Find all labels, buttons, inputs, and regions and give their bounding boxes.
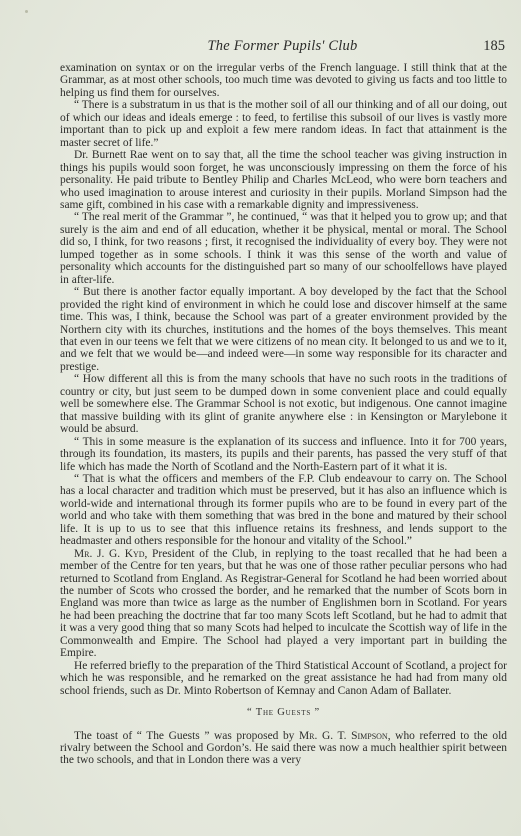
- speaker-name: Mr. G. T. Simpson,: [299, 729, 391, 742]
- paragraph-text: who referred to the old rivalry between the School and Gordon’s. He said there was now a much healthier spirit between the two schools, and that in London there was a very: [60, 729, 507, 767]
- paragraph-text: The toast of “ The Guests ” was proposed by: [74, 729, 300, 742]
- paragraph: He referred briefly to the preparation of the Third Statistical Account of Scotland, a project for which he was responsible, and he remarked on the great assistance he had had from many old school friends, such as Dr. Minto Robertson of Kemnay and Canon Adam of Ballater.: [60, 659, 507, 697]
- paragraph: “ The real merit of the Grammar ”, he continued, “ was that it helped you to grow up; and that surely is the aim and end of all education, whether it be physical, mental or moral. The School did so, I think, for two reasons ; first, it recognised the individuality of every boy. They were not lumped together as in some schools. I think it was this sense of the worth and value of personality which accounts for the distinguished part so many of our schoolfellows have played in after-life.: [60, 211, 507, 286]
- running-head: [60, 38, 505, 60]
- page-number: 185: [483, 38, 505, 54]
- paragraph: examination on syntax or on the irregular verbs of the French language. I still think that at the Grammar, as at most other schools, too much time was devoted to giving us facts and too little to helping us find them for ourselves.: [60, 62, 507, 99]
- section-heading: “ The Guests ”: [247, 707, 320, 719]
- paragraph: “ But there is another factor equally important. A boy developed by the fact that the School provided the right kind of environment in which he could lose and discover himself at the same time. This was, I think, because the School was part of a greater environment provided by the Northern city with its churches, institutions and the homes of the boys themselves. This meant that even in our teens we felt that we were citizens of no mean city. It belonged to us and we to it, and we felt that we would be—and indeed were—in some way responsible for its character and prestige.: [60, 286, 507, 373]
- paragraph: [60, 730, 507, 767]
- body-text: [60, 62, 507, 767]
- paper-speck: [25, 10, 28, 13]
- running-head-title: The Former Pupils' Club: [207, 38, 358, 54]
- paragraph: “ This in some measure is the explanation of its success and influence. Into it for 700 years, through its foundation, its masters, its pupils and their parents, has passed the very stuff of that life which has made the North of Scotland and the North-Eastern part of it what it is.: [60, 435, 507, 473]
- paragraph-text: President of the Club, in replying to the toast recalled that he had been a member of the Centre for ten years, but that he was one of those rather peculiar persons who had returned to Scotland from England. As Registrar-General for Scotland he had been worried about the number of Scots who crossed the border, and he remarked that the number of Scots born in England was more than twice as large as the number of Englishmen born in Scotland. For years he had been preaching the doctrine that far too many Scots left Scotland, but he had to admit that it was a very good thing that so many Scots had helped to inculcate the Scottish way of life in the Commonwealth and Empire. The School had played a very important part in building the Empire.: [60, 547, 507, 660]
- speaker-name: Mr. J. G. Kyd,: [74, 547, 148, 560]
- paragraph: “ There is a substratum in us that is the mother soil of all our thinking and of all our doing, out of which our ideas and ideals emerge : to feed, to fertilise this subsoil of our lives is vastly more important than to pick up and exploit a few mere random ideas. In fact that attainment is the master secret of life.”: [60, 99, 507, 149]
- paragraph: [60, 548, 507, 660]
- paragraph: “ How different all this is from the many schools that have no such roots in the traditions of country or city, but just seem to be dumped down in some convenient place and could equally well be somewhere else. The Grammar School is not exotic, but indigenous. One cannot imagine that massive building with its glint of granite anywhere else : in Kensington or Marylebone it would be absurd.: [60, 373, 507, 436]
- paragraph: “ That is what the officers and members of the F.P. Club endeavour to carry on. The School has a local character and tradition which must be preserved, but it has also an influence which is world-wide and international through its former pupils who are to be found in every part of the world and who take with them something that was bred in the bone and matured by their school life. It is up to us to see that this influence retains its freshness, and lends support to the headmaster and others responsible for the honour and vitality of the School.”: [60, 472, 507, 548]
- paragraph: Dr. Burnett Rae went on to say that, all the time the school teacher was giving instruction in things his pupils would soon forget, he was unconsciously impressing on them the force of his personality. He paid tribute to Bentley Philip and Charles McLeod, who were born teachers and who used imagination to arouse interest and curiosity in their pupils. Morland Simpson had the same gift, combined in his case with a remarkable dignity and impressiveness.: [60, 149, 507, 211]
